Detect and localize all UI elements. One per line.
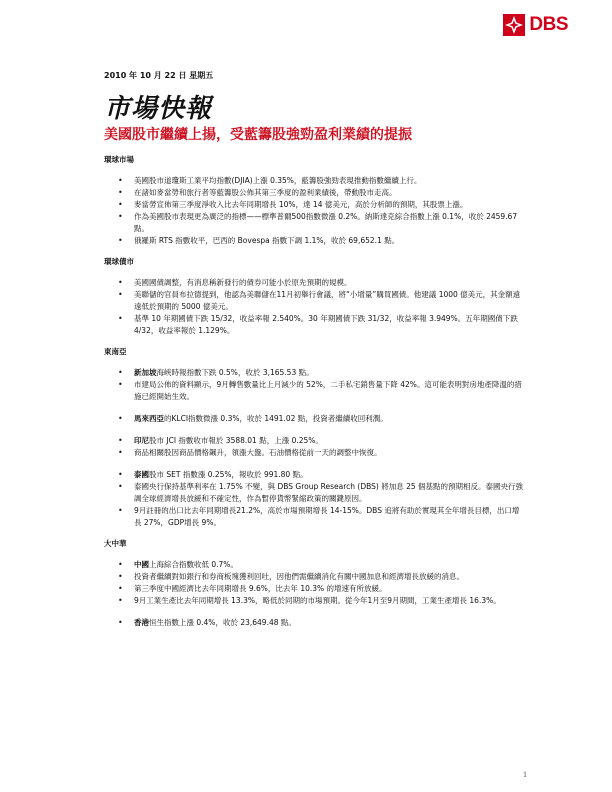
bullet-item (104, 617, 524, 629)
bullet-text: 美國股市道瓊斯工業平均指數(DJIA)上漲 0.35%，藍籌股強勁表現推動指數繼續上行。 (134, 176, 422, 185)
bullet-item (104, 277, 524, 289)
bullet-item (104, 559, 524, 571)
bullet-lead: 新加坡 (134, 368, 157, 377)
bullet-list (104, 559, 524, 629)
bullet-text: 美國國債調整，有消息稱新發行的債券可能小於原先預期的規模。 (134, 278, 352, 287)
section-title: 東南亞 (104, 347, 127, 356)
bullet-lead: 馬來西亞 (134, 414, 164, 423)
bullet-list (104, 367, 524, 529)
bullet-text: 的KLCI指數微漲 0.3%，收於 1491.02 點，投資者繼續收回利潤。 (164, 414, 388, 423)
bullet-text: 商品相關股因商品價格飆升，領漲大盤。石油價格從前一天的調整中恢復。 (134, 448, 382, 457)
section (104, 538, 524, 629)
bullet-text: 恒生指數上漲 0.4%，收於 23,649.48 點。 (149, 618, 296, 627)
bullet-item (104, 571, 524, 583)
bullet-item (104, 435, 524, 447)
bullet-text: 股市 JCI 指數收市報於 3588.01 點，上漲 0.25%。 (149, 436, 323, 445)
bullet-item (104, 413, 524, 425)
report-title: 市場快報 (104, 94, 213, 124)
bullet-lead: 印尼 (134, 436, 149, 445)
bullet-text: 在諸如麥當勞和旅行者等藍籌股公佈其第三季度的盈利業績後，帶動股市走高。 (134, 188, 397, 197)
bullet-text: 基準 10 年期國債下跌 15/32，收益率報 2.540%。30 年期國債下跌 31/32，收益率報 3.949%。五年期國債下跌 4/32，收益率報於 1.129%。 (134, 314, 518, 335)
bullet-item (104, 289, 524, 313)
section-title: 環球債市 (104, 257, 134, 266)
bullet-item (104, 481, 524, 505)
dbs-logo-text: DBS (529, 14, 568, 35)
bullet-list (104, 277, 524, 337)
bullet-text: 9月註冊的出口比去年同期增長21.2%，高於市場預期增長 14-15%。DBS 追將有助於實現其全年增長目標，出口增長 27%，GDP增長 9%。 (134, 506, 520, 527)
dbs-logo-mark-icon (503, 14, 525, 36)
headline: 美國股市繼續上揚，受藍籌股強勁盈利業績的提振 (104, 127, 412, 143)
report-date: 2010 年 10 月 22 日 星期五 (104, 71, 214, 80)
section (104, 154, 524, 247)
bullet-lead: 泰國 (134, 470, 149, 479)
bullet-item (104, 313, 524, 337)
bullet-item (104, 595, 524, 607)
page-number: 1 (523, 770, 527, 779)
bullet-item (104, 175, 524, 187)
report-body (104, 154, 524, 638)
bullet-text: 美聯儲的官員布拉德提到，他認為美聯儲在11月初舉行會議，將“小增量”購買國債。他建議 1000 億美元，其金額遠遠低於預期的 5000 億美元。 (134, 290, 521, 311)
bullet-item (104, 199, 524, 211)
bullet-item (104, 379, 524, 403)
bullet-item (104, 469, 524, 481)
bullet-text: 泰國央行保持基準利率在 1.75% 不變，與 DBS Group Research (DBS) 將加息 25 個基點的預期相反。泰國央行強調全球經濟增長放緩和不確定性，作為暫停貨幣緊縮政策的關鍵原因。 (134, 482, 524, 503)
bullet-text: 上海綜合指數收低 0.7%。 (149, 560, 238, 569)
section (104, 346, 524, 529)
bullet-lead: 香港 (134, 618, 149, 627)
bullet-text: 市建局公佈的資料顯示，9月轉售數量比上月減少的 52%，二手私宅銷售量下降 42%。這可能表明對房地產降溫的措施已經開始生效。 (134, 380, 522, 401)
bullet-lead: 中國 (134, 560, 149, 569)
bullet-item (104, 447, 524, 459)
bullet-text: 海峽時報指數下跌 0.5%，收於 3,165.53 點。 (156, 368, 314, 377)
bullet-text: 作為美國股市表現更為廣泛的指標——標準普爾500指數微漲 0.2%。納斯達克綜合指數上漲 0.1%，收於 2459.67 點。 (134, 212, 518, 233)
bullet-text: 9月工業生產比去年同期增長 13.3%，略低於同期的市場預期。從今年1月至9月期間，工業生產增長 16.3%。 (134, 596, 501, 605)
bullet-item (104, 505, 524, 529)
bullet-item (104, 211, 524, 235)
bullet-item (104, 583, 524, 595)
section-title: 環球市場 (104, 155, 134, 164)
bullet-text: 第三季度中國經濟比去年同期增長 9.6%，比去年 10.3% 的增速有所放緩。 (134, 584, 387, 593)
bullet-text: 麥當勞宣佈第三季度淨收入比去年同期增長 10%，達 14 億美元，高於分析師的預期，其股票上漲。 (134, 200, 468, 209)
bullet-text: 俄羅斯 RTS 指數收平，巴西的 Bovespa 指數下調 1.1%，收於 69,652.1 點。 (134, 236, 400, 245)
bullet-item (104, 235, 524, 247)
bullet-item (104, 187, 524, 199)
section-title: 大中華 (104, 539, 127, 548)
bullet-item (104, 367, 524, 379)
section (104, 256, 524, 337)
bullet-text: 投資者繼續對如銀行和券商板塊獲利回吐，因他們需繼續消化有關中國加息和經濟增長放緩的消息。 (134, 572, 464, 581)
dbs-logo (503, 14, 568, 36)
bullet-list (104, 175, 524, 247)
bullet-text: 股市 SET 指數漲 0.25%，報收於 991.80 點。 (149, 470, 308, 479)
